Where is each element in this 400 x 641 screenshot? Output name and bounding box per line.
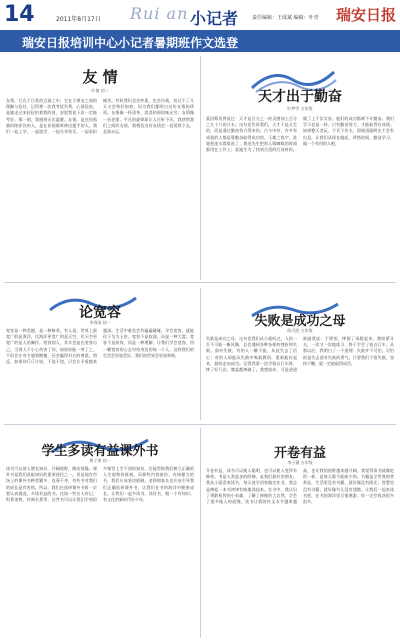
- article-body: 爱因斯坦曾说过：天才是百分之一的灵感加上百分之九十九的汗水。这句话告诉我们，天才不是天生的，而是通过勤奋努力得来的。古今中外，许多有成就的人都是靠勤奋取得成功的。王羲之练字，洗笔把池水都染黑了；鲁迅先生把别人喝咖啡的时间都用在工作上；爱迪生为了找到合适的灯丝材料，做了上千次实验。他们的成功都离不开勤奋。我们学习也是一样，只有勤奋努力，才能取得好成绩。如果整天贪玩，不肯下功夫，即使再聪明也不会有出息。让我们从现在做起，珍惜时间，勤奋学习，做一个有用的人吧。: [206, 116, 394, 153]
- editor-credit: 责任编辑：王成斌 编辑：叶青: [252, 15, 319, 21]
- article-body: 宽容是一种美德，是一种修养。有人说，世界上最宽广的是海洋，比海洋更宽广的是天空，比天空更宽广的是人的胸怀。宽容别人，其实也是在宽容自己。当别人不小心伤害了你，如果你能一笑了之，不但会让对方感到惭愧，还会赢得对方的尊重。相反，如果你斤斤计较，不依不饶，只会让矛盾越来越深。生活中难免会有磕磕碰碰，学会宽容，就能化干戈为玉帛。宽容不是软弱，而是一种大度；宽容不是纵容，而是一种理解。让我们学会宽容，用一颗宽容的心去对待身边的每一个人，这样我们的生活会更加美好，我们的世界会更加和谐。: [6, 328, 194, 365]
- article-body: 读书可以使人增长知识，开阔视野，陶冶情操。课外书是我们获取知识的重要途径之一。但是现在市场上的课外书种类繁多，良莠不齐，有些书对我们的成长是有害的。所以，我们在选择课外书时一定要认真挑选，多读有益的书。比如一些名人传记、科普读物、经典名著等，这些书可以让我们学到很多课堂上学不到的知识，还能帮助我们树立正确的人生观和价值观。而那些内容低俗、宣扬暴力的书，我们应该坚决抵制。老师和家长也应该引导我们正确选择课外书，让我们在书的海洋中健康成长。让我们一起多读书、读好书，做一个有知识、有文化的新时代好少年。: [6, 466, 194, 503]
- article-byline: 李诗雨 初一: [89, 320, 111, 325]
- article-byline: 叶梦雪 五年级: [287, 106, 313, 111]
- article-byline: 黄子豪 初一: [89, 458, 111, 463]
- article-title: 开卷有益: [273, 446, 326, 461]
- article-friendship: [6, 58, 194, 280]
- article-title: 失败是成功之母: [254, 314, 346, 329]
- banner-title: 瑞安日报培训中心小记者暑期班作文选登: [22, 36, 239, 50]
- issue-date: 2011年8月17日: [56, 16, 101, 23]
- article-failure-success: [206, 288, 394, 422]
- article-byline: 李子涵 五年级: [287, 460, 313, 465]
- article-body: 友情，它在于日常的点滴之中。它在于朋友之间的理解与信任。记得那一次我考试失利，心情沮丧，是她走过来轻轻拍着我的肩，安慰我说下次一定能考好。那一刻，我感到无比温暖。友情，是在你孤独时陪伴你的人，是在你困难时伸出援手的人。我们一起上学，一起放学，一起分享快乐，一起承担痛苦。有时我们也会吵架，也会冷战，但过不了几天又会和好如初，因为我们都明白这份友情的珍贵。友情像一杯清茶，淡淡的却回味无穷；友情像一首老歌，平凡的旋律却让人百听不厌。我珍惜我们之间的友情，我相信这份友情会一直延续下去，直到永远。: [6, 98, 194, 135]
- section-name-cn: 小记者: [190, 9, 239, 28]
- article-reading-beneficial: [206, 428, 394, 638]
- section-name-en: Rui an: [130, 4, 189, 23]
- column-divider: [200, 56, 201, 280]
- newspaper-logo: 瑞安日报: [335, 6, 396, 24]
- article-genius-diligence: [206, 58, 394, 280]
- page-header: [0, 0, 400, 30]
- article-title: 友 情: [82, 68, 118, 86]
- row-divider: [4, 424, 396, 425]
- page-number: 14: [4, 2, 35, 27]
- row-divider: [4, 282, 396, 283]
- article-tolerance: [6, 288, 194, 422]
- article-title: 论宽容: [79, 305, 121, 321]
- article-byline: 叶倩 初二: [91, 88, 109, 93]
- article-byline: 陈可欣 五年级: [287, 328, 313, 333]
- column-divider: [200, 288, 201, 420]
- column-divider: [200, 428, 201, 638]
- article-body: 开卷有益，读书可以使人聪明，也可以使人变得有修养。书是人类进步的阶梯，是我们最好的朋友。我从小就喜欢读书，每天放学回家做完作业，我总是捧起一本书津津有味地读起来。在书中，我认识了勇敢机智的小英雄，了解了神秘的大自然，学会了很多做人的道理。读书让我的作文水平越来越高，也让我的视野越来越开阔。我觉得读书就像吃饭一样，是每天都不能缺少的。书籍是全世界的营养品，生活里没有书籍，就好像没有阳光；智慧里没有书籍，就好像鸟儿没有翅膀。让我们一起来读书吧，在书的海洋里尽情遨游，你一定会收获很多很多。: [206, 468, 394, 505]
- article-body: 失败是成功之母，这句话我们从小就听过。人的一生不可能一帆风顺，总会遇到各种各样的挫折和失败。面对失败，有的人一蹶不振，从此失去了信心；有的人却能从失败中吸取教训，重新振作起来，最终走向成功。记得我第一次学骑自行车时，摔了好几次，膝盖都摔破了。我想放弃，可是爸爸鼓励我说：不要怕，摔倒了再爬起来。我咬紧牙关，一次又一次地练习，终于学会了骑自行车。从那以后，我明白了一个道理：失败并不可怕，可怕的是失去面对失败的勇气。只要我们不怕失败，坚持不懈，就一定能取得成功。: [206, 336, 394, 373]
- article-title: 学生多读有益课外书: [41, 444, 159, 459]
- banner: [0, 30, 400, 52]
- article-title: 天才出于勤奋: [258, 89, 342, 105]
- article-extracurricular-books: [6, 428, 194, 638]
